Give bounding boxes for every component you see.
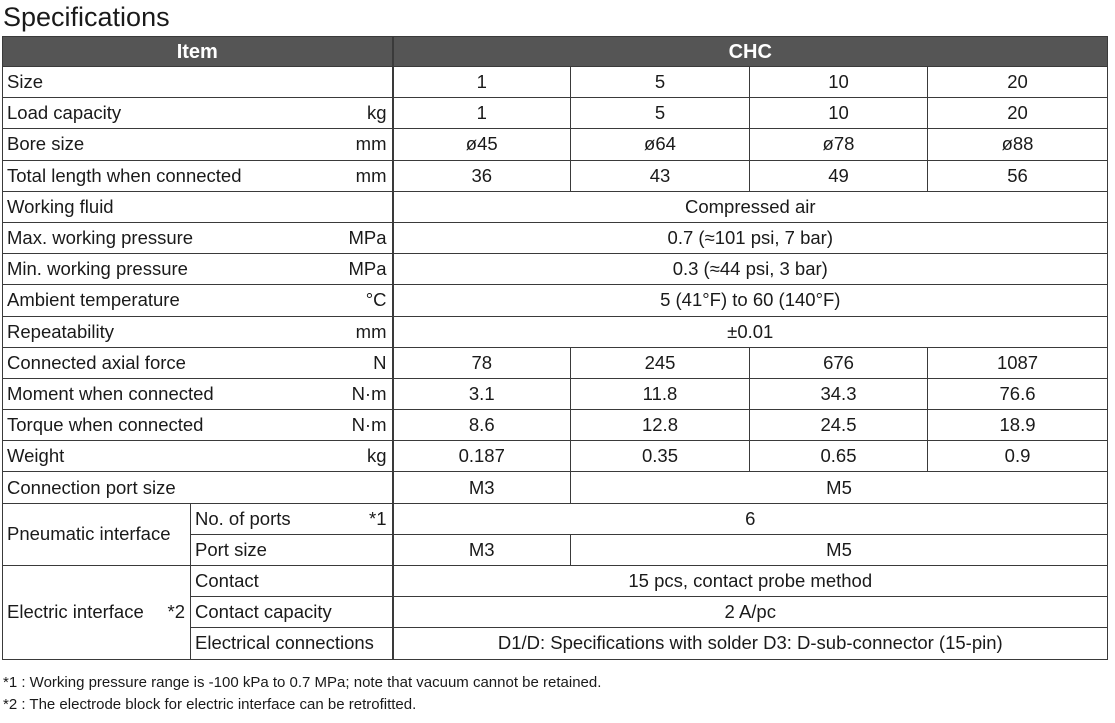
cell: 12.8 — [571, 410, 750, 441]
unit: MPa — [348, 227, 387, 249]
cell: ±0.01 — [393, 316, 1108, 347]
row-label: Torque when connected N·m — [3, 410, 393, 441]
table-row — [3, 566, 1108, 597]
table-row — [3, 503, 1108, 534]
cell: 0.7 (≈101 psi, 7 bar) — [393, 222, 1108, 253]
cell: 34.3 — [750, 378, 928, 409]
cell: 24.5 — [750, 410, 928, 441]
cell: ø78 — [750, 129, 928, 160]
cell: 15 pcs, contact probe method — [393, 566, 1108, 597]
row-label: Connected axial force N — [3, 347, 393, 378]
cell: 10 — [750, 98, 928, 129]
unit: kg — [366, 102, 387, 124]
row-label: Weight kg — [3, 441, 393, 472]
group-label-electric: Electric interface *2 — [3, 566, 191, 660]
unit: mm — [355, 320, 387, 342]
row-label: Repeatability mm — [3, 316, 393, 347]
cell: 43 — [571, 160, 750, 191]
cell: 20 — [928, 67, 1108, 98]
row-label: Electrical connections — [191, 628, 393, 659]
cell: 2 A/pc — [393, 597, 1108, 628]
unit: mm — [355, 133, 387, 155]
cell: M3 — [393, 534, 571, 565]
unit: mm — [355, 164, 387, 186]
cell: 1087 — [928, 347, 1108, 378]
cell: 0.35 — [571, 441, 750, 472]
row-label: Total length when connected mm — [3, 160, 393, 191]
cell: 3.1 — [393, 378, 571, 409]
unit: kg — [366, 445, 387, 467]
row-label: Min. working pressure MPa — [3, 254, 393, 285]
footnote-2: *2 : The electrode block for electric interface can be retrofitted. — [3, 696, 417, 713]
page-title: Specifications — [3, 2, 170, 32]
cell: D1/D: Specifications with solder D3: D-sub-connector (15-pin) — [393, 628, 1108, 659]
cell: 78 — [393, 347, 571, 378]
table-row — [3, 378, 1108, 409]
unit: N·m — [351, 382, 387, 404]
cell: 0.65 — [750, 441, 928, 472]
table-row — [3, 67, 1108, 98]
row-label: No. of ports *1 — [191, 503, 393, 534]
table-row — [3, 129, 1108, 160]
cell: M5 — [571, 534, 1108, 565]
unit: °C — [365, 289, 387, 311]
note-marker: *2 — [167, 601, 185, 623]
table-row — [3, 472, 1108, 503]
row-label: Working fluid — [3, 191, 393, 222]
table-row — [3, 285, 1108, 316]
cell: 49 — [750, 160, 928, 191]
table-row — [3, 316, 1108, 347]
cell: 8.6 — [393, 410, 571, 441]
table-row — [3, 410, 1108, 441]
cell: ø64 — [571, 129, 750, 160]
cell: M3 — [393, 472, 571, 503]
group-label-pneumatic: Pneumatic interface — [3, 503, 191, 565]
table-row — [3, 347, 1108, 378]
cell: 18.9 — [928, 410, 1108, 441]
cell: 0.3 (≈44 psi, 3 bar) — [393, 254, 1108, 285]
table-row — [3, 441, 1108, 472]
cell: 5 — [571, 67, 750, 98]
cell: 1 — [393, 67, 571, 98]
row-label: Moment when connected N·m — [3, 378, 393, 409]
cell: 0.9 — [928, 441, 1108, 472]
row-label: Load capacity kg — [3, 98, 393, 129]
header-model: CHC — [393, 37, 1108, 67]
row-label: Ambient temperature °C — [3, 285, 393, 316]
note-marker: *1 — [369, 507, 387, 529]
unit: N·m — [351, 414, 387, 436]
cell: ø45 — [393, 129, 571, 160]
row-label: Contact — [191, 566, 393, 597]
row-label: Bore size mm — [3, 129, 393, 160]
cell: 36 — [393, 160, 571, 191]
cell: 1 — [393, 98, 571, 129]
cell: 676 — [750, 347, 928, 378]
cell: 11.8 — [571, 378, 750, 409]
table-row — [3, 222, 1108, 253]
row-label: Max. working pressure MPa — [3, 222, 393, 253]
cell: 56 — [928, 160, 1108, 191]
cell: 10 — [750, 67, 928, 98]
header-item: Item — [3, 37, 393, 67]
cell: 76.6 — [928, 378, 1108, 409]
header-row — [3, 37, 1108, 67]
specifications-table — [2, 36, 1108, 660]
table-row — [3, 98, 1108, 129]
cell: 20 — [928, 98, 1108, 129]
cell: M5 — [571, 472, 1108, 503]
table-row — [3, 254, 1108, 285]
footnotes — [3, 672, 601, 716]
cell: 245 — [571, 347, 750, 378]
cell: 0.187 — [393, 441, 571, 472]
row-label: Size — [3, 67, 393, 98]
table-row — [3, 191, 1108, 222]
row-label: Connection port size — [3, 472, 393, 503]
row-label: Port size — [191, 534, 393, 565]
table-row — [3, 160, 1108, 191]
cell: Compressed air — [393, 191, 1108, 222]
cell: ø88 — [928, 129, 1108, 160]
unit: MPa — [348, 258, 387, 280]
unit: N — [373, 351, 387, 373]
row-label: Contact capacity — [191, 597, 393, 628]
cell: 6 — [393, 503, 1108, 534]
cell: 5 — [571, 98, 750, 129]
cell: 5 (41°F) to 60 (140°F) — [393, 285, 1108, 316]
footnote-1: *1 : Working pressure range is -100 kPa to 0.7 MPa; note that vacuum cannot be retained. — [3, 674, 602, 691]
